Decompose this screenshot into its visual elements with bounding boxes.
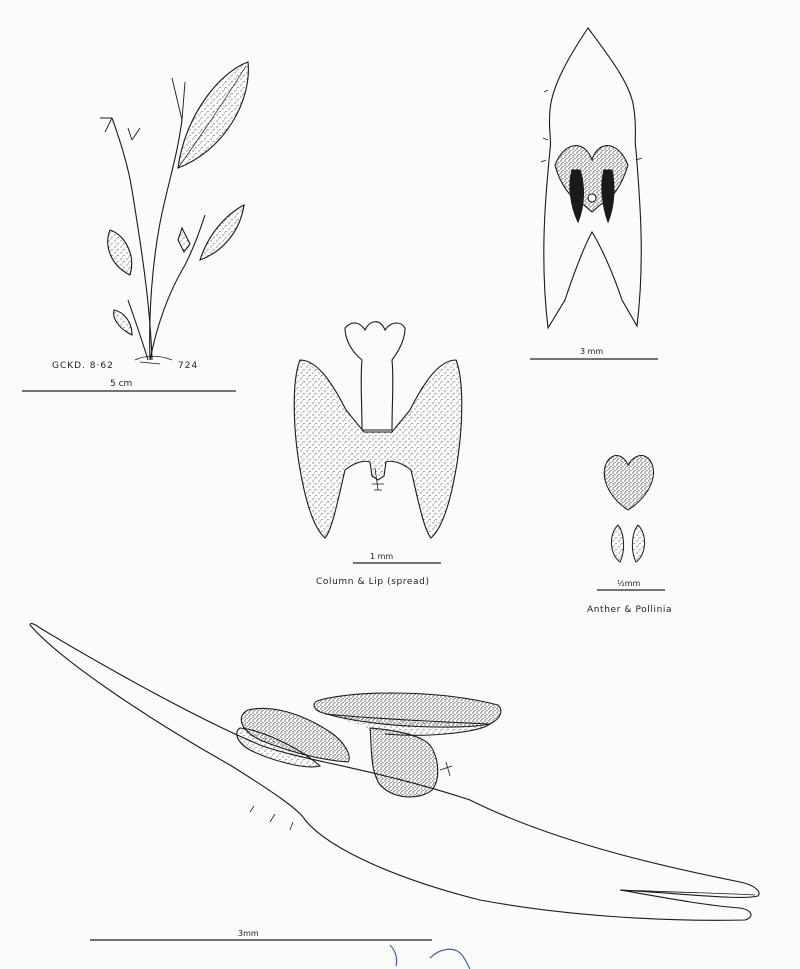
collector-label: GCKD. 8·62 (52, 361, 114, 371)
pen-mark (390, 945, 470, 969)
anther-caption: Anther & Pollinia (587, 605, 673, 615)
anther-scale-label: ½mm (617, 579, 641, 588)
flower-front-illustration (541, 28, 642, 328)
habit-scale-label: 5 cm (110, 379, 133, 389)
flower-front-scale-label: 3 mm (580, 347, 604, 356)
anther-pollinia-illustration (604, 456, 653, 562)
column-lip-illustration (294, 322, 462, 538)
specimen-number-label: 724 (178, 361, 199, 371)
column-lip-caption: Column & Lip (spread) (316, 577, 430, 587)
flower-side-illustration (30, 624, 759, 921)
habit-illustration (100, 62, 248, 364)
flower-side-scale-label: 3mm (238, 929, 259, 938)
column-lip-scale-label: 1 mm (370, 552, 394, 561)
